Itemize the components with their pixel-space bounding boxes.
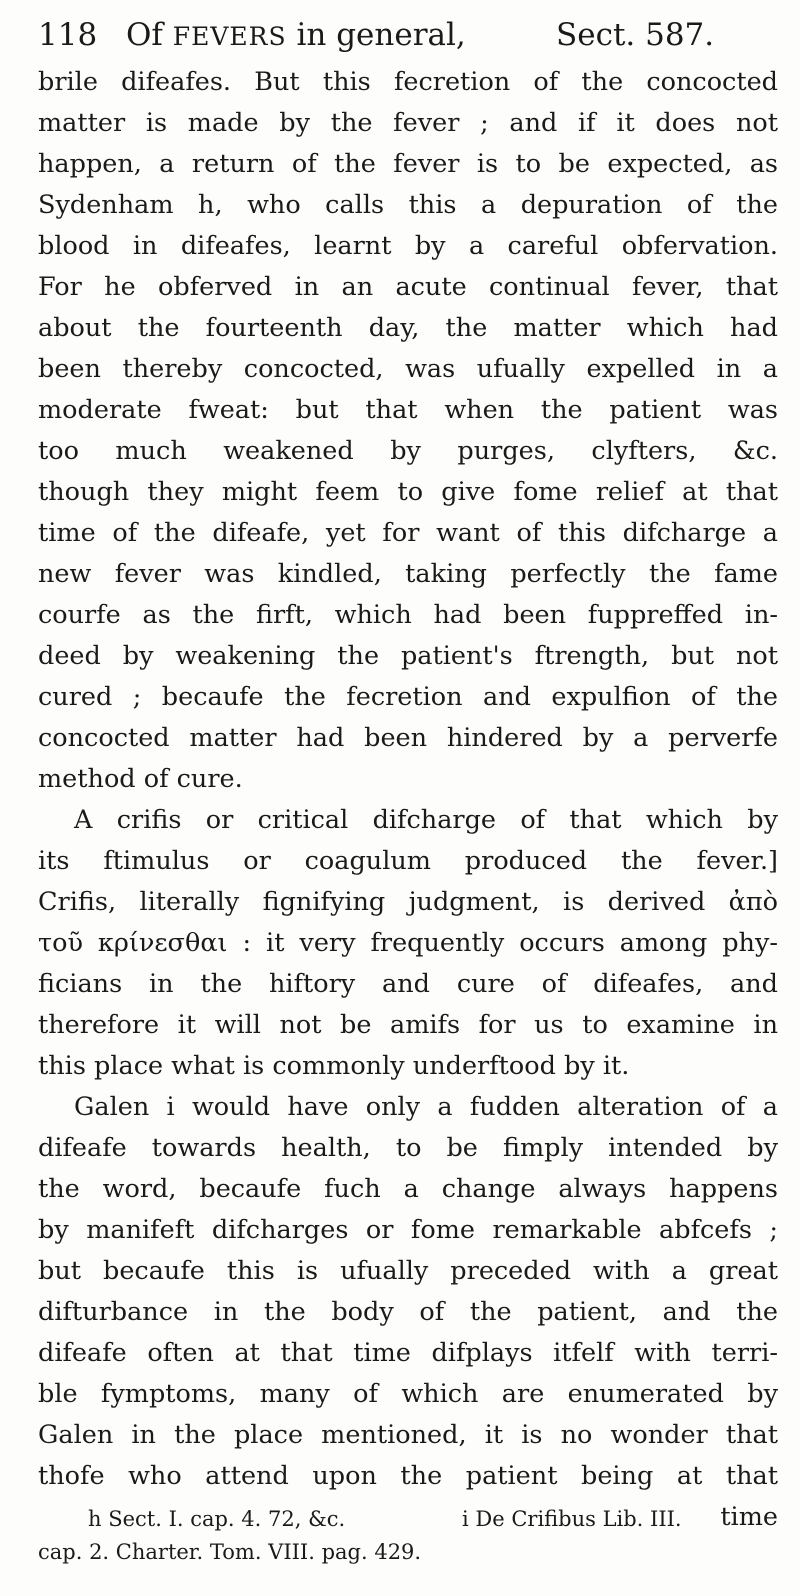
footnote-i: i De Crifibus Lib. III.: [462, 1507, 682, 1531]
text-line: ble fymptoms, many of which are enumerated by: [38, 1379, 778, 1409]
footnote-row: [38, 1503, 778, 1536]
text-line: its ftimulus or coagulum produced the fever.]: [38, 846, 778, 876]
text-line: matter is made by the fever ; and if it does not: [38, 108, 778, 138]
footnote-h: h Sect. I. cap. 4. 72, &c.: [88, 1507, 346, 1531]
text-line: therefore it will not be amifs for us to examine in: [38, 1010, 778, 1040]
chapter-title-rest: in general,: [286, 17, 466, 53]
text-line: method of cure.: [38, 764, 243, 794]
text-line: by manifeft difcharges or fome remarkable abfcefs ;: [38, 1215, 778, 1245]
text-line: thofe who attend upon the patient being at that: [38, 1461, 778, 1491]
text-line: moderate fweat: but that when the patient was: [38, 395, 778, 425]
text-line: Crifis, literally fignifying judgment, is derived ἀπὸ: [38, 887, 778, 917]
page-number: 118: [38, 17, 98, 53]
text-line: difeafe often at that time difplays itfelf with terri-: [38, 1338, 778, 1368]
text-line: brile difeafes. But this fecretion of the concocted: [38, 67, 778, 97]
text-line: Galen i would have only a fudden alteration of a: [74, 1092, 778, 1122]
catchword: time: [720, 1502, 778, 1532]
chapter-title: [126, 12, 466, 60]
text-line: For he obferved in an acute continual fever, that: [38, 272, 778, 302]
text-line: happen, a return of the fever is to be expected, as: [38, 149, 778, 179]
text-line: Galen in the place mentioned, it is no wonder that: [38, 1420, 778, 1450]
text-line: new fever was kindled, taking perfectly the fame: [38, 559, 778, 589]
text-line: about the fourteenth day, the matter which had: [38, 313, 778, 343]
text-line: difturbance in the body of the patient, and the: [38, 1297, 778, 1327]
body-text: [38, 62, 778, 1538]
section-number: Sect. 587.: [556, 17, 715, 53]
footnote-row: [38, 1536, 778, 1569]
text-line: too much weakened by purges, clyfters, &c.: [38, 436, 778, 466]
text-line: A crifis or critical difcharge of that which by: [74, 805, 778, 835]
text-line: though they might feem to give fome relief at that: [38, 477, 778, 507]
text-line: blood in difeafes, learnt by a careful obfervation.: [38, 231, 778, 261]
text-line: difeafe towards health, to be fimply intended by: [38, 1133, 778, 1163]
chapter-title-smallcaps: FEVERS: [172, 22, 287, 51]
text-line: but becaufe this is ufually preceded with a great: [38, 1256, 778, 1286]
text-line: Sydenham h, who calls this a depuration of the: [38, 190, 778, 220]
text-line: been thereby concocted, was ufually expelled in a: [38, 354, 778, 384]
text-line: deed by weakening the patient's ftrength, but not: [38, 641, 778, 671]
footnote-i-continued: cap. 2. Charter. Tom. VIII. pag. 429.: [38, 1540, 422, 1564]
text-line: the word, becaufe fuch a change always happens: [38, 1174, 778, 1204]
text-line: τοῦ κρίνεσθαι : it very frequently occurs among phy-: [38, 928, 778, 958]
text-line: this place what is commonly underftood by it.: [38, 1051, 630, 1081]
text-line: cured ; becaufe the fecretion and expulfion of the: [38, 682, 778, 712]
running-head: [38, 12, 778, 58]
text-line: ficians in the hiftory and cure of difeafes, and: [38, 969, 778, 999]
footnotes: [38, 1503, 778, 1569]
chapter-title-first: Of: [126, 17, 173, 53]
text-line: concocted matter had been hindered by a perverfe: [38, 723, 778, 753]
text-line: time of the difeafe, yet for want of this difcharge a: [38, 518, 778, 548]
text-line: courfe as the firft, which had been fuppreffed in-: [38, 600, 778, 630]
